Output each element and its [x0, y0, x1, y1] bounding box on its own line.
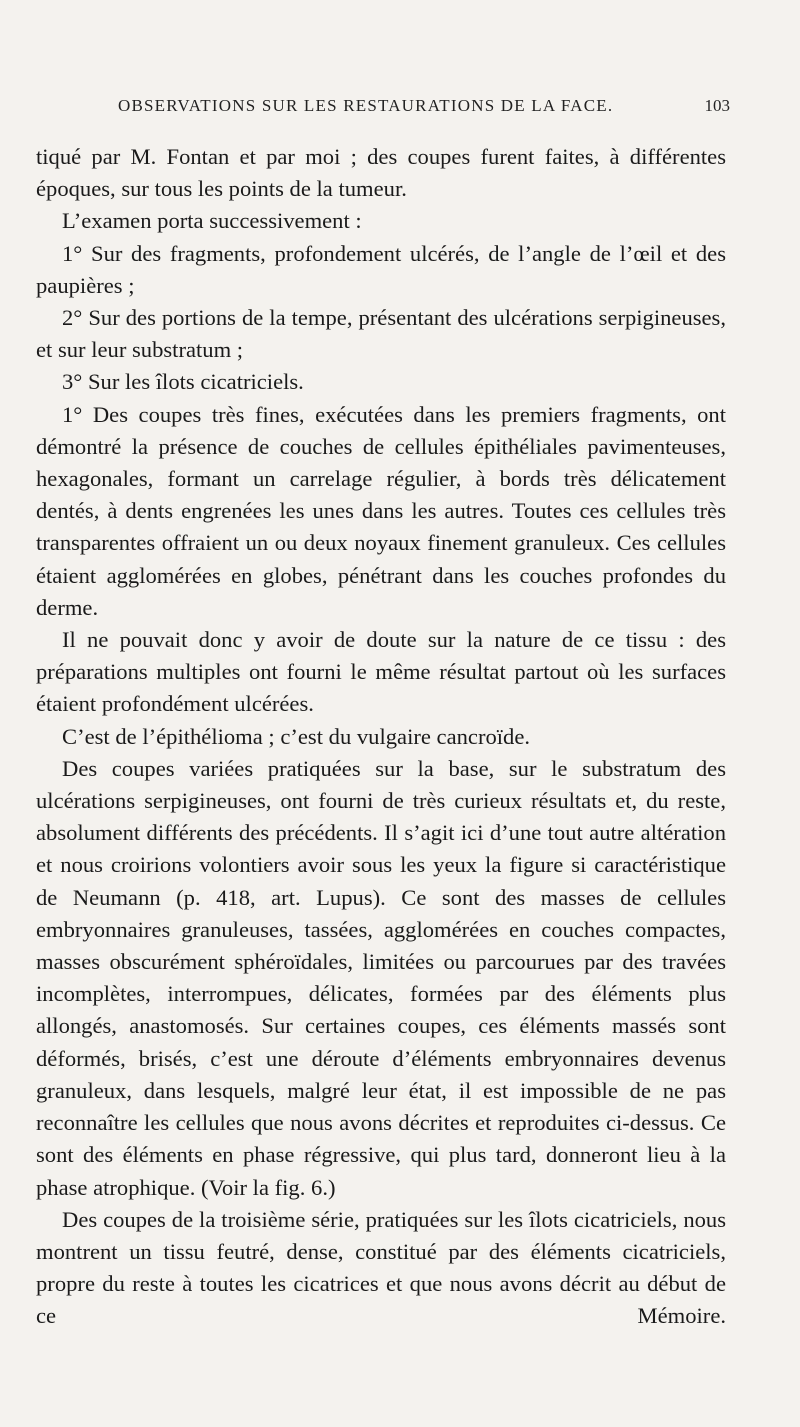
running-title: OBSERVATIONS SUR LES RESTAURATIONS DE LA FACE. — [118, 96, 614, 115]
paragraph: 1° Sur des fragments, profondement ulcérés, de l’angle de l’œil et des paupières ; — [36, 240, 726, 298]
paragraph: L’examen porta successivement : — [62, 208, 362, 234]
paragraph: Des coupes de la troisième série, pratiquées sur les îlots cicatriciels, nous montrent un tissu feutré, dense, constitué par des éléments cicatriciels, propre du reste à toutes les cicatrices et que nous avons décrit au début de ce Mémoire. — [36, 1206, 726, 1329]
paragraph: tiqué par M. Fontan et par moi ; des coupes furent faites, à différentes époques, sur tous les points de la tumeur. — [36, 144, 726, 202]
page-number: 103 — [704, 96, 730, 115]
paragraph: 1° Des coupes très fines, exécutées dans les premiers fragments, ont démontré la présence de couches de cellules épithéliales pavimenteuses, hexagonales, formant un carrelage régulier, à bords très délicatement dentés, à dents engrenées les unes dans les autres. Toutes ces cellules très transparentes offraient un ou deux noyaux finement granuleux. Ces cellules étaient agglomérées en globes, pénétrant dans les couches profondes du derme. — [36, 401, 726, 620]
body-text — [36, 141, 726, 1333]
paragraph: C’est de l’épithélioma ; c’est du vulgaire cancroïde. — [62, 723, 531, 749]
paragraph: Il ne pouvait donc y avoir de doute sur la nature de ce tissu : des préparations multiples ont fourni le même résultat partout où les surfaces étaient profondément ulcérées. — [36, 627, 726, 717]
paragraph: 3° Sur les îlots cicatriciels. — [62, 369, 304, 395]
paragraph: Des coupes variées pratiquées sur la base, sur le substratum des ulcérations serpigineuses, ont fourni de très curieux résultats et, du reste, absolument différents des précédents. Il s’agit ici d’une tout autre altération et nous croirions volontiers avoir sous les yeux la figure si caractéristique de Neumann (p. 418, art. Lupus). Ce sont des masses de cellules embryonnaires granuleuses, tassées, agglomérées en couches compactes, masses obscurément sphéroïdales, limitées ou parcourues par des travées incomplètes, interrompues, délicates, formées par des éléments plus allongés, anastomosés. Sur certaines coupes, ces éléments massés sont déformés, brisés, c’est une déroute d’éléments embryonnaires devenus granuleux, dans lesquels, malgré leur état, il est impossible de ne pas reconnaître les cellules que nous avons décrites et reproduites ci-dessus. Ce sont des éléments en phase régressive, qui plus tard, donneront lieu à la phase atrophique. (Voir la fig. 6.) — [36, 755, 726, 1200]
paragraph: 2° Sur des portions de la tempe, présentant des ulcérations serpigineuses, et sur leur substratum ; — [36, 305, 726, 363]
page-header — [118, 96, 730, 126]
